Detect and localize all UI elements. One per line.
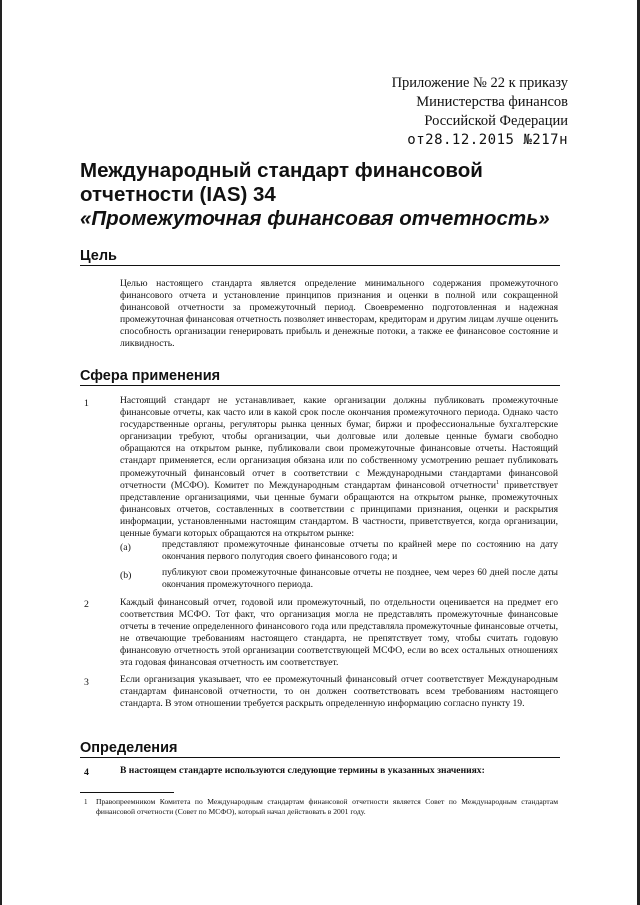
appendix-date-line: от28.12.2015 №217н: [407, 132, 568, 148]
document-title: [80, 159, 550, 231]
footnote-divider: [80, 792, 174, 793]
appendix-header: [392, 74, 568, 150]
scan-border-left: [0, 0, 2, 905]
footnote-text: Правопреемником Комитета по Международным стандартам финансовой отчетности является Совет по Международным стандартам финансовой отчетности (Совет по МСФО), который начал действовать в 2001 году.: [96, 797, 558, 816]
paragraph-2: Каждый финансовый отчет, годовой или промежуточный, по отдельности оценивается на предмет его соответствия МСФО. Тот факт, что организация могла не представлять промежуточные финансовые отчеты в течение определенного финансового года или представляла промежуточные финансовые отчеты, не отвечающие требованиям настоящего стандарта, не препятствует тому, чтобы считать годовую финансовую отчетность этой организации соответствующей МСФО, если во всех остальных отношениях эта годовая финансовая отчетность им соответствует.: [120, 597, 558, 669]
appendix-line-1: Приложение № 22 к приказу: [391, 75, 568, 91]
paragraph-number-3: 3: [84, 677, 89, 688]
heading-purpose: Цель: [80, 248, 560, 266]
item-a-text: представляют промежуточные финансовые отчеты по крайней мере по состоянию на дату окончания первого полугодия своего финансового года; и: [162, 539, 558, 563]
paragraph-number-1: 1: [84, 398, 89, 409]
footnote-number: 1: [84, 798, 88, 806]
paragraph-3: Если организация указывает, что ее промежуточный финансовый отчет соответствует Международным стандартам финансовой отчетности, то он должен соответствовать всем требованиям настоящего стандарта. В этом отношении требуется раскрыть определенную информацию согласно пункту 19.: [120, 674, 558, 710]
paragraph-1: [120, 395, 558, 540]
paragraph-1-text-a: Настоящий стандарт не устанавливает, какие организации должны публиковать промежуточные финансовые отчеты, как часто или в какой срок после окончания промежуточного периода. Однако часто государственные органы, регуляторы рынка ценных бумаг, биржи и профессиональные бухгалтерские организации требуют, чтобы организации, чьи долговые или долевые ценные бумаги свободно обращаются на открытом рынке, публиковали свои промежуточные финансовые отчеты. Настоящий стандарт применяется, если организация обязана или по собственному усмотрению решает публиковать промежуточный финансовый отчет в соответствии с Международными стандартами финансовой отчетности (МСФО). Комитет по Международным стандартам финансовой отчетности: [120, 395, 558, 491]
heading-definitions: Определения: [80, 740, 560, 758]
paragraph-number-2: 2: [84, 599, 89, 610]
footnote-ref-1: 1: [496, 479, 500, 486]
paragraph-4: В настоящем стандарте используются следующие термины в указанных значениях:: [120, 765, 485, 776]
paragraph-1-text-b: приветствует представление организациями, чьи ценные бумаги обращаются на открытом рынке, промежуточных финансовых отчетов, составленных в соответствии с принципами признания, оценки и раскрытия информации, установленными настоящим стандартом. В частности, приветствуется, когда организации, ценные бумаги которых обращаются на открытом рынке:: [120, 479, 559, 540]
title-main: Международный стандарт финансовой отчетности (IAS) 34: [80, 159, 483, 206]
appendix-line-3: Российской Федерации: [424, 113, 568, 129]
item-b-text: публикуют свои промежуточные финансовые отчеты не позднее, чем через 60 дней после даты окончания промежуточного периода.: [162, 567, 558, 591]
title-subtitle: «Промежуточная финансовая отчетность»: [80, 207, 550, 230]
paragraph-number-4: 4: [84, 767, 89, 778]
item-b-label: (b): [120, 570, 132, 581]
appendix-line-2: Министерства финансов: [416, 94, 568, 110]
item-a-label: (a): [120, 542, 131, 553]
heading-scope: Сфера применения: [80, 368, 560, 386]
purpose-paragraph: Целью настоящего стандарта является определение минимального содержания промежуточного финансового отчета и установление принципов признания и оценки в полной или сокращенной финансовой отчетности за промежуточный период. Своевременно подготовленная и надежная промежуточная финансовая отчетность позволяет инвесторам, кредиторам и другим лицам лучше оценить способность организации генерировать прибыль и денежные потоки, а также ее финансовое состояние и ликвидность.: [120, 278, 558, 350]
